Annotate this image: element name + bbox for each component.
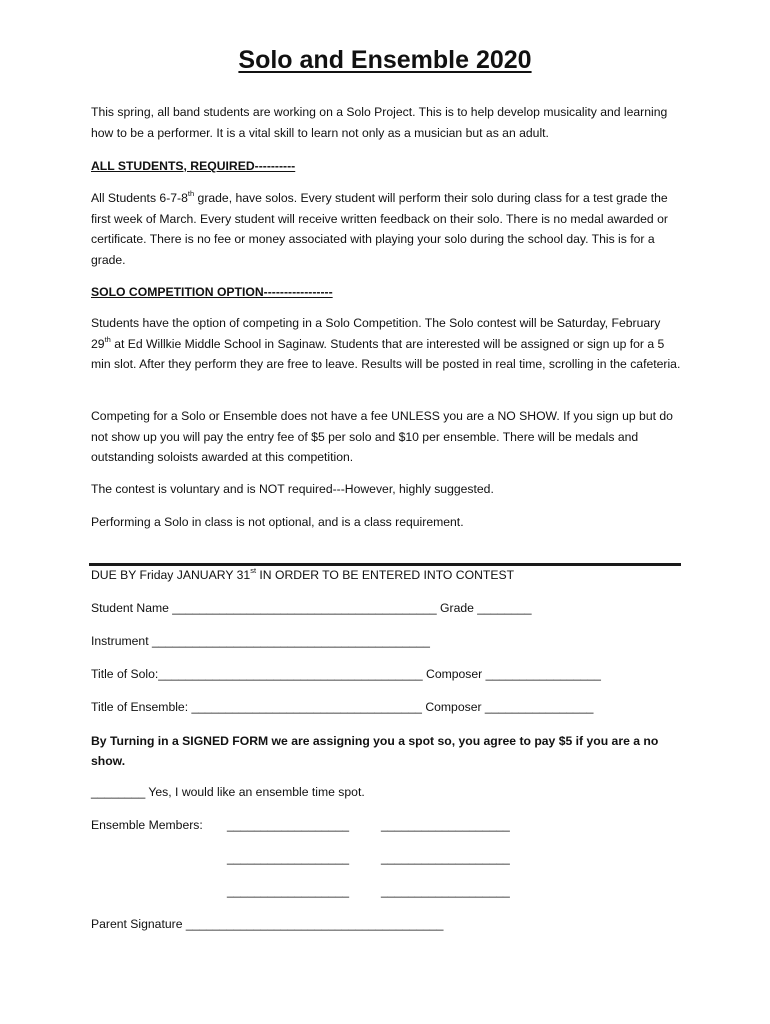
required-paragraph-text-a: All Students 6-7-8 (91, 191, 188, 205)
superscript-th: th (104, 334, 111, 344)
required-heading: ALL STUDENTS, REQUIRED---------- (91, 159, 296, 173)
required-paragraph-text-b: grade, have solos. Every student will perform their solo during class for a test grade the first week of March. Every student will receive written feedback on their solo. There is no medal awarded or certificate. There is no fee or money associated with playing your solo during the school day. This is for a grade. (91, 191, 668, 267)
ensemble-title-field[interactable]: Title of Ensemble: __________________________________ Composer ________________ (91, 700, 594, 714)
competition-paragraph-text-b: at Ed Willkie Middle School in Saginaw. Students that are interested will be assigned or sign up for a 5 min slot. After they perform they are free to leave. Results will be posted in real time, scrolling in the cafeteria. (91, 336, 681, 371)
competition-heading: SOLO COMPETITION OPTION----------------- (91, 285, 333, 299)
superscript-th: th (187, 189, 195, 198)
fee-paragraph: Competing for a Solo or Ensemble does not have a fee UNLESS you are a NO SHOW. If you sign up but do not show up you will pay the entry fee of $5 per solo and $10 per ensemble. There will be medals and outstanding soloists awarded at this competition. (91, 409, 673, 464)
ensemble-spot-field[interactable]: ________ Yes, I would like an ensemble time spot. (91, 785, 365, 799)
instrument-field[interactable]: Instrument _________________________________________ (91, 634, 430, 648)
ensemble-member-field[interactable]: ___________________ (381, 818, 510, 832)
ensemble-member-field[interactable]: ___________________ (381, 884, 510, 898)
parent-signature-field[interactable]: Parent Signature ______________________________________ (91, 917, 444, 931)
document-title: Solo and Ensemble 2020 (238, 46, 532, 74)
ensemble-members-label: Ensemble Members: (91, 818, 203, 832)
intro-paragraph: This spring, all band students are working on a Solo Project. This is to help develop musicality and learning how to be a performer. It is a vital skill to learn not only as a musician but as an adult. (91, 105, 668, 140)
ensemble-member-field[interactable]: __________________ (227, 818, 350, 832)
voluntary-paragraph: The contest is voluntary and is NOT required---However, highly suggested. (91, 482, 494, 496)
superscript-st: st (250, 566, 257, 575)
ensemble-member-field[interactable]: __________________ (227, 884, 350, 898)
student-name-field[interactable]: Student Name _______________________________________ Grade ________ (91, 601, 532, 615)
solo-title-field[interactable]: Title of Solo:_______________________________________ Composer _________________ (91, 667, 601, 681)
due-date-text-b: IN ORDER TO BE ENTERED INTO CONTEST (256, 568, 515, 582)
ensemble-member-field[interactable]: ___________________ (381, 851, 510, 865)
signed-form-notice: By Turning in a SIGNED FORM we are assigning you a spot so, you agree to pay $5 if you are a no show. (91, 734, 659, 768)
due-date-line (91, 566, 514, 584)
requirement-paragraph: Performing a Solo in class is not optional, and is a class requirement. (91, 515, 464, 529)
competition-paragraph (91, 313, 681, 375)
due-date-text-a: DUE BY Friday JANUARY 31 (91, 568, 251, 582)
competition-paragraph-text-a: Students have the option of competing in a Solo Competition. The Solo contest will be Saturday, February 29 (91, 316, 661, 351)
ensemble-member-field[interactable]: __________________ (227, 851, 350, 865)
required-paragraph (91, 188, 681, 270)
